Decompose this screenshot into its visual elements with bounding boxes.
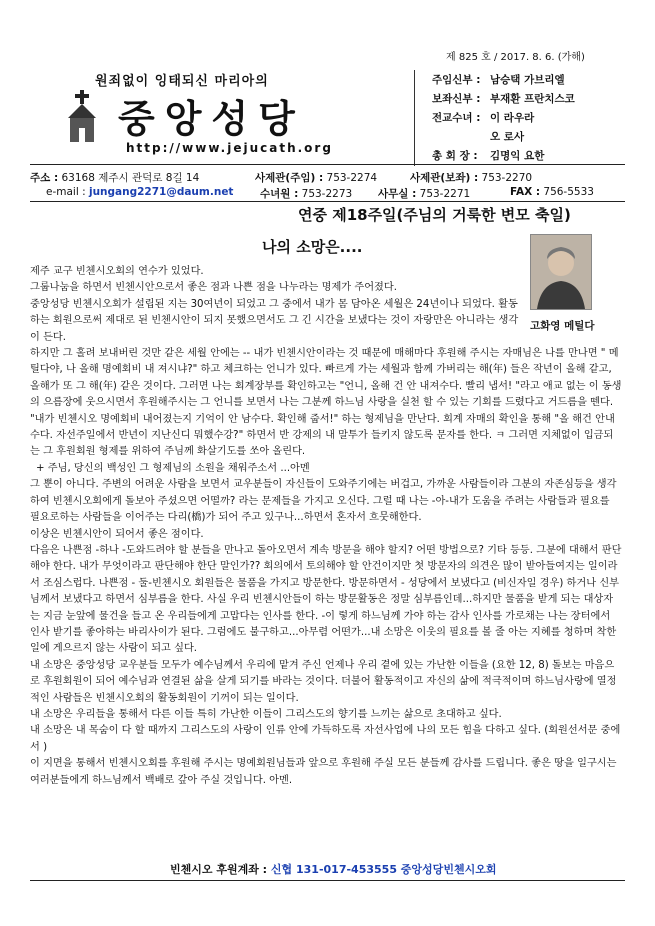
paragraph: 내 소망은 중앙성당 교우분들 모두가 예수님께서 우리에 맡겨 주신 언제나 우리 곁에 있는 가난한 이들을 (요한 12, 8) 돌보는 마음으로 후원회원이 되어 예수님과 연결된 삶을 살게 되기를 바라는 것이다. 더불어 활동적이고 자신의 삶에 적극적이며 하느님사랑에 열정적인 사람들은 빈첸시오회의 활동회원이 기꺼이 되는 일이다. xyxy=(30,659,617,704)
account-number: 신협 131-017-453555 중앙성당빈첸시오회 xyxy=(270,863,497,876)
paragraph: 내 소망은 우리들을 통해서 다른 이들 특히 가난한 이들이 그리스도의 향기를 느끼는 삶으로 초대하고 싶다. xyxy=(30,708,502,720)
paragraph: 그룹나눔을 하면서 빈첸시안으로서 좋은 점과 나쁜 점을 나누라는 명제가 주어졌다. xyxy=(30,282,397,294)
paragraph: 중앙성당 빈첸시오회가 설립된 지는 30여년이 되었고 그 중에서 내가 몸 담아온 세월은 24년이나 되었다. 활동하는 회원으로써 제대로 된 빈첸시안이 되지 못했으면서도 그 긴 시간을 보냈다는 것이 자랑만은 아니라는 생각이 든다. xyxy=(30,298,519,343)
convent-phone: 수녀원 : 753-2273 xyxy=(260,188,353,200)
office-phone: 사무실 : 753-2271 xyxy=(378,188,471,200)
paragraph: 제주 교구 빈첸시오회의 연수가 있었다. xyxy=(30,266,204,277)
staff-row: 보좌신부 : 부재환 프란치스코 xyxy=(432,93,575,105)
staff-row: 주임신부 : 남승택 가브리엘 xyxy=(432,74,565,86)
rectory-assistant-phone: 사제관(보좌) : 753-2270 xyxy=(410,172,533,184)
donation-account xyxy=(170,861,496,877)
staff-row: 전교수녀 : 이 라우라 xyxy=(432,112,535,124)
contact-rule xyxy=(30,201,625,202)
church-icon xyxy=(62,88,102,144)
issue-info: 제 825 호 / 2017. 8. 6. (가해) xyxy=(446,52,585,63)
email: e-mail : jungang2271@daum.net xyxy=(46,186,234,198)
author-name: 고화영 메틸다 xyxy=(530,320,595,332)
parish-url[interactable]: http://www.jejucath.org xyxy=(126,141,333,155)
footer-rule xyxy=(30,880,625,881)
paragraph: "내가 빈첸시오 명예회비 내어졌는지 기억이 안 남수다. 확인해 줍서!" 하는 형제님을 만난다. 회계 자매의 확인을 통해 "올 해건 안내수다. 자선주일에서 반년이 지난신디 뭐했수강?" 하면서 반 강제의 내 말투가 들키지 않도록 문자를 한다. ㅋ 그러면 지체없이 입금되는 그 후원회원 형제를 위하여 주님께 화살기도를 쏘아 올린다. xyxy=(30,413,615,458)
staff-row: 오 로사 xyxy=(490,131,525,143)
paragraph: 그 뿐이 아니다. 주변의 어려운 사람을 보면서 교우분들이 자신들이 도와주기에는 버겁고, 가까운 사람들이라 그분의 자존심등을 생각하여 빈첸시오회에게 돌보아 주셨으면 어떨까? 라는 문제들을 가지고 오신다. 그럴 때 나는 -아-내가 도움을 주려는 사람들과 필요를 필요로하는 사람들을 이어주는 다리(橋)가 되어 주고 있구나...하면서 혼자서 흐뭇해한다. xyxy=(30,479,617,524)
header-divider xyxy=(414,70,415,166)
sunday-title: 연중 제18주일(주님의 거룩한 변모 축일) xyxy=(298,206,571,224)
email-link[interactable]: jungang2271@daum.net xyxy=(88,186,234,198)
parish-title: 중앙성당 xyxy=(118,97,305,141)
article-title: 나의 소망은.... xyxy=(262,238,363,256)
paragraph: 이상은 빈첸시안이 되어서 좋은 점이다. xyxy=(30,528,204,540)
fax: FAX : 756-5533 xyxy=(510,186,594,198)
header-rule xyxy=(30,164,625,165)
paragraph: 다음은 나쁜점 -하나 -도와드려야 할 분들을 만나고 돌아오면서 계속 방문을 해야 할지? 어떤 방법으로? 기타 등등. 그분에 대해서 판단해야 한다. 내가 무엇이라고 판단해야 한단 말인가?? 회의에서 토의해야 할 안건이지만 첫 방문자의 의견은 많이 받아들여지는 일이라서 조심스럽다. 나쁜점 - 둘-빈첸시오 회원들은 물품을 가지고 방문한다. 방문하면서 - 성당에서 보냈다고 (비신자일 경우) 하거나 신부님께서 보냈다고 하면서 심부름을 한다. 사실 우리 빈첸시안들이 하는 방문활동은 정말 심부름인데...하지만 물품을 받게 되는 대상자는 지금 눈앞에 물건을 들고 온 우리들에게 고맙다는 인사를 한다. -이 렇게 하느님께 가야 하는 감사 인사를 가로채는 나는 장터에서 인사 받기를 좋아하는 바리사이가 된다. 그럼에도 불구하고...아무렴 어떤가...내 소망은 이웃의 필요를 볼 줄 아는 지혜를 청하며 착한 일에 게으르지 않는 사람이 되고 싶다. xyxy=(30,544,622,655)
article-body xyxy=(30,264,622,789)
paragraph: 이 지면을 통해서 빈첸시오회를 후원해 주시는 명예회원님들과 앞으로 후원해 주실 모든 분들께 감사를 드립니다. 좋은 땅을 일구시는 여러분들에게 하느님께서 백배로 갚아 주실 것입니다. 아멘. xyxy=(30,758,617,786)
paragraph: 내 소망은 내 목숨이 다 할 때까지 그리스도의 사랑이 인류 안에 가득하도록 자선사업에 나의 모든 힘을 다하고 싶다. (회원선서문 중에서 ) xyxy=(30,725,621,753)
paragraph: + 주님, 당신의 백성인 그 형제님의 소원을 채워주소서 ...아멘 xyxy=(36,462,310,474)
paragraph: 하지만 그 홀려 보내버린 것만 같은 세월 안에는 -- 내가 빈첸시안이라는 것 때문에 매해마다 후원해 주시는 자매님은 나를 만나면 " 메틸다야, 나 올해 명예회비 내 져시냐?" 하고 체크하는 언니가 있다. 빠르게 가는 세월과 함께 가버리는 해(年) 들은 작년이 올해 같고, 올해가 또 그 해(年) 같은 것이다. 그러면 나는 회계장부를 확인하고는 "언니, 올해 건 안 내져수다. 빨리 냅서! "라고 애교 없는 이 동생의 으름장에 웃으시면서 후원해주시는 그 언니를 보면서 나는 그분께 하느님 사랑을 실천 할 수 있는 기회를 드렸다고 거드름을 뗀다. xyxy=(30,348,622,409)
donation-label: 빈첸시오 후원계좌 : xyxy=(170,863,268,876)
address: 주소 : 63168 제주시 관덕로 8길 14 xyxy=(30,172,200,184)
staff-row: 총 회 장 : 김명익 요한 xyxy=(432,150,545,162)
parish-tagline: 원죄없이 잉태되신 마리아의 xyxy=(95,74,269,89)
rectory-main-phone: 사제관(주임) : 753-2274 xyxy=(255,172,378,184)
